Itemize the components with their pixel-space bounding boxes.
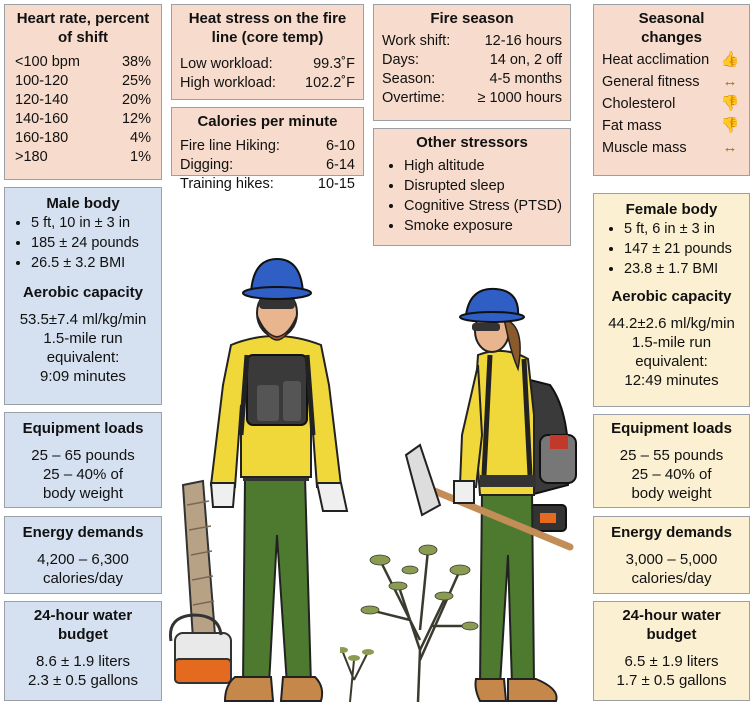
male-aerobic-title: Aerobic capacity [22,284,144,301]
equipment-line: body weight [42,485,124,502]
list-item: Muscle mass ↔ [602,137,741,159]
double-arrow-icon: ↔ [722,139,738,156]
energy-line: calories/day [631,570,712,587]
male-energy-panel [4,516,162,594]
list-item: • Smoke exposure [404,216,562,236]
list-item: Cholesterol 👎 [602,93,741,115]
table-row: 100-120 25% [15,73,151,89]
table-row: Digging: 6-14 [180,157,355,173]
list-item: • High altitude [404,156,562,176]
aerobic-line: 1.5-mile run [43,330,123,347]
list-item: • 5 ft, 6 in ± 3 in [624,219,743,239]
male-body-title: Male body [46,195,120,212]
seasonal-changes-title: Seasonal changes [638,10,705,46]
equipment-line: 25 – 40% of [42,466,124,483]
equipment-line: body weight [631,485,712,502]
equipment-line: 25 – 55 pounds [619,447,724,464]
water-line: 6.5 ± 1.9 liters [624,653,719,670]
table-row: 140-160 12% [15,111,151,127]
male-body-panel [4,187,162,405]
table-row: Low workload: 99.3˚F [180,56,355,72]
table-row: Days: 14 on, 2 off [382,52,562,68]
female-firefighter-illustration [400,285,595,707]
equipment-line: 25 – 40% of [631,466,712,483]
aerobic-line: 12:49 minutes [624,372,719,389]
list-item: General fitness ↔ [602,71,741,93]
female-body-title: Female body [625,201,718,218]
heart-rate-panel [4,4,162,180]
male-water-panel [4,601,162,701]
aerobic-line: equivalent: [635,353,708,370]
aerobic-line: 1.5-mile run [631,334,712,351]
equipment-line: 25 – 65 pounds [31,447,135,464]
male-water-title: 24-hour water budget [33,607,133,643]
table-row: Overtime: ≥ 1000 hours [382,90,562,106]
calories-title: Calories per minute [197,113,338,130]
list-item: • 23.8 ± 1.7 BMI [624,259,743,279]
female-equipment-title: Equipment loads [611,420,732,437]
heat-stress-title: Heat stress on the fire line (core temp) [188,10,347,46]
list-item: • 147 ± 21 pounds [624,239,743,259]
female-water-title: 24-hour water budget [622,607,721,643]
other-stressors-title: Other stressors [416,134,528,151]
water-line: 1.7 ± 0.5 gallons [616,672,727,689]
thumbs-down-icon: 👎 [720,95,740,112]
calories-panel [171,107,364,192]
male-equipment-panel [4,412,162,508]
table-row: 160-180 4% [15,130,151,146]
thumbs-up-icon: 👍 [720,51,740,68]
list-item: Heat acclimation 👍 [602,49,741,71]
thumbs-down-icon: 👎 [720,117,740,134]
fire-season-title: Fire season [430,10,514,27]
female-energy-title: Energy demands [611,524,732,541]
aerobic-value: 44.2±2.6 ml/kg/min [608,315,735,332]
list-item: • 5 ft, 10 in ± 3 in [31,213,155,233]
fire-season-panel [373,4,571,121]
table-row: Work shift: 12-16 hours [382,33,562,49]
aerobic-line: equivalent: [46,349,120,366]
aerobic-value: 53.5±7.4 ml/kg/min [19,311,147,328]
table-row: Training hikes: 10-15 [180,176,355,192]
water-line: 8.6 ± 1.9 liters [35,653,131,670]
seasonal-changes-panel [593,4,750,176]
aerobic-line: 9:09 minutes [40,368,126,385]
male-equipment-title: Equipment loads [22,420,144,437]
list-item: • Disrupted sleep [404,176,562,196]
heart-rate-title: Heart rate, percent of shift [16,10,150,46]
table-row: Season: 4-5 months [382,71,562,87]
water-line: 2.3 ± 0.5 gallons [28,672,138,689]
female-water-panel [593,601,750,701]
list-item: • Cognitive Stress (PTSD) [404,196,562,216]
table-row: Fire line Hiking: 6-10 [180,138,355,154]
list-item: Fat mass 👎 [602,115,741,137]
chainsaw-icon [170,481,231,683]
list-item: • 185 ± 24 pounds [31,233,155,253]
table-row: 120-140 20% [15,92,151,108]
energy-line: calories/day [42,570,124,587]
table-row: High workload: 102.2˚F [180,75,355,91]
table-row: >180 1% [15,149,151,165]
heat-stress-panel [171,4,364,100]
female-aerobic-title: Aerobic capacity [611,288,732,305]
double-arrow-icon: ↔ [722,73,738,90]
energy-line: 4,200 – 6,300 [37,551,129,568]
female-equipment-panel [593,414,750,508]
table-row: <100 bpm 38% [15,54,151,70]
female-energy-panel [593,516,750,594]
male-energy-title: Energy demands [22,524,144,541]
list-item: • 26.5 ± 3.2 BMI [31,253,155,273]
energy-line: 3,000 – 5,000 [625,551,718,568]
female-body-panel [593,193,750,407]
other-stressors-panel [373,128,571,246]
